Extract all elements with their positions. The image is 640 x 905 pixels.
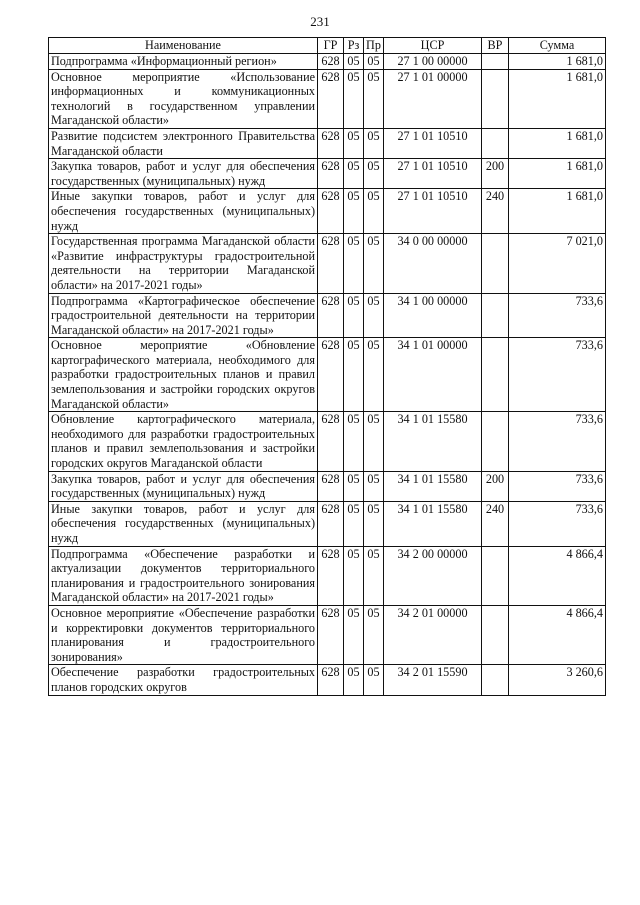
cell-rz: 05 xyxy=(344,189,364,234)
cell-name: Иные закупки товаров, работ и услуг для обеспечения государственных (муниципальных) нужд xyxy=(49,189,318,234)
table-row xyxy=(49,501,606,546)
cell-vr xyxy=(482,546,509,605)
table-row xyxy=(49,189,606,234)
cell-gr: 628 xyxy=(318,338,344,412)
cell-gr: 628 xyxy=(318,234,344,293)
cell-rz: 05 xyxy=(344,234,364,293)
cell-pr: 05 xyxy=(364,546,384,605)
cell-gr: 628 xyxy=(318,54,344,70)
cell-sum: 1 681,0 xyxy=(509,128,606,158)
cell-name: Иные закупки товаров, работ и услуг для обеспечения государственных (муниципальных) нужд xyxy=(49,501,318,546)
cell-name: Основное мероприятие «Обновление картографического материала, необходимого для разработки градостроительных планов и правил землепользования и застройки городских округов Магаданской области» xyxy=(49,338,318,412)
cell-rz: 05 xyxy=(344,665,364,695)
header-csr: ЦСР xyxy=(384,38,482,54)
cell-gr: 628 xyxy=(318,546,344,605)
cell-pr: 05 xyxy=(364,69,384,128)
table-row xyxy=(49,471,606,501)
cell-name: Закупка товаров, работ и услуг для обеспечения государственных (муниципальных) нужд xyxy=(49,159,318,189)
table-row xyxy=(49,605,606,664)
cell-pr: 05 xyxy=(364,189,384,234)
cell-csr: 27 1 01 00000 xyxy=(384,69,482,128)
cell-name: Закупка товаров, работ и услуг для обеспечения государственных (муниципальных) нужд xyxy=(49,471,318,501)
cell-vr xyxy=(482,69,509,128)
cell-csr: 27 1 01 10510 xyxy=(384,128,482,158)
cell-sum: 733,6 xyxy=(509,338,606,412)
cell-gr: 628 xyxy=(318,128,344,158)
table-header-row xyxy=(49,38,606,54)
budget-table xyxy=(48,37,606,696)
cell-sum: 733,6 xyxy=(509,412,606,471)
cell-csr: 34 1 01 15580 xyxy=(384,412,482,471)
cell-rz: 05 xyxy=(344,54,364,70)
cell-gr: 628 xyxy=(318,293,344,338)
cell-pr: 05 xyxy=(364,471,384,501)
cell-gr: 628 xyxy=(318,501,344,546)
cell-name: Обновление картографического материала, необходимого для разработки градостроительных планов и правил землепользования и застройки городских округов Магаданской области xyxy=(49,412,318,471)
cell-csr: 34 0 00 00000 xyxy=(384,234,482,293)
cell-pr: 05 xyxy=(364,293,384,338)
cell-vr xyxy=(482,234,509,293)
cell-rz: 05 xyxy=(344,293,364,338)
header-pr: Пр xyxy=(364,38,384,54)
cell-sum: 733,6 xyxy=(509,293,606,338)
header-name: Наименование xyxy=(49,38,318,54)
cell-gr: 628 xyxy=(318,412,344,471)
cell-rz: 05 xyxy=(344,128,364,158)
cell-sum: 4 866,4 xyxy=(509,605,606,664)
header-sum: Сумма xyxy=(509,38,606,54)
cell-pr: 05 xyxy=(364,665,384,695)
table-row xyxy=(49,546,606,605)
cell-vr: 200 xyxy=(482,159,509,189)
cell-sum: 1 681,0 xyxy=(509,69,606,128)
cell-gr: 628 xyxy=(318,605,344,664)
cell-gr: 628 xyxy=(318,665,344,695)
cell-name: Подпрограмма «Обеспечение разработки и актуализации документов территориального планирования и градостроительного зонирования Магаданской области» на 2017-2021 годы» xyxy=(49,546,318,605)
cell-vr: 200 xyxy=(482,471,509,501)
cell-rz: 05 xyxy=(344,338,364,412)
cell-vr xyxy=(482,54,509,70)
cell-sum: 1 681,0 xyxy=(509,54,606,70)
table-body xyxy=(49,54,606,696)
cell-sum: 3 260,6 xyxy=(509,665,606,695)
cell-pr: 05 xyxy=(364,234,384,293)
cell-name: Государственная программа Магаданской области «Развитие инфраструктуры градостроительной деятельности на территории Магаданской области» на 2017-2021 годы» xyxy=(49,234,318,293)
cell-pr: 05 xyxy=(364,159,384,189)
cell-csr: 34 1 01 00000 xyxy=(384,338,482,412)
table-row xyxy=(49,69,606,128)
cell-gr: 628 xyxy=(318,189,344,234)
page-number: 231 xyxy=(310,14,330,29)
table-row xyxy=(49,234,606,293)
table-row xyxy=(49,338,606,412)
table-row xyxy=(49,54,606,70)
cell-sum: 733,6 xyxy=(509,501,606,546)
table-row xyxy=(49,412,606,471)
cell-pr: 05 xyxy=(364,605,384,664)
cell-name: Подпрограмма «Информационный регион» xyxy=(49,54,318,70)
table-row xyxy=(49,159,606,189)
cell-vr xyxy=(482,412,509,471)
table-row xyxy=(49,293,606,338)
cell-name: Обеспечение разработки градостроительных планов городских округов xyxy=(49,665,318,695)
table-row xyxy=(49,665,606,695)
header-rz: Рз xyxy=(344,38,364,54)
cell-rz: 05 xyxy=(344,605,364,664)
cell-sum: 4 866,4 xyxy=(509,546,606,605)
cell-gr: 628 xyxy=(318,159,344,189)
cell-vr xyxy=(482,665,509,695)
cell-vr xyxy=(482,293,509,338)
cell-sum: 1 681,0 xyxy=(509,189,606,234)
table-row xyxy=(49,128,606,158)
cell-sum: 1 681,0 xyxy=(509,159,606,189)
cell-pr: 05 xyxy=(364,128,384,158)
cell-name: Развитие подсистем электронного Правительства Магаданской области xyxy=(49,128,318,158)
cell-rz: 05 xyxy=(344,159,364,189)
cell-name: Основное мероприятие «Обеспечение разработки и корректировки документов территориального планирования и градостроительного зонирования» xyxy=(49,605,318,664)
cell-csr: 34 1 01 15580 xyxy=(384,501,482,546)
cell-gr: 628 xyxy=(318,471,344,501)
cell-csr: 34 1 00 00000 xyxy=(384,293,482,338)
header-gr: ГР xyxy=(318,38,344,54)
cell-gr: 628 xyxy=(318,69,344,128)
cell-csr: 34 2 00 00000 xyxy=(384,546,482,605)
cell-vr xyxy=(482,128,509,158)
cell-name: Подпрограмма «Картографическое обеспечение градостроительной деятельности на территории Магаданской области» на 2017-2021 годы» xyxy=(49,293,318,338)
cell-rz: 05 xyxy=(344,471,364,501)
cell-csr: 34 2 01 00000 xyxy=(384,605,482,664)
cell-sum: 7 021,0 xyxy=(509,234,606,293)
cell-csr: 34 1 01 15580 xyxy=(384,471,482,501)
cell-rz: 05 xyxy=(344,546,364,605)
cell-csr: 27 1 01 10510 xyxy=(384,159,482,189)
cell-rz: 05 xyxy=(344,412,364,471)
cell-pr: 05 xyxy=(364,412,384,471)
cell-csr: 27 1 00 00000 xyxy=(384,54,482,70)
cell-vr: 240 xyxy=(482,501,509,546)
header-vr: ВР xyxy=(482,38,509,54)
cell-pr: 05 xyxy=(364,501,384,546)
cell-pr: 05 xyxy=(364,54,384,70)
cell-csr: 27 1 01 10510 xyxy=(384,189,482,234)
cell-name: Основное мероприятие «Использование информационных и коммуникационных технологий в государственном управлении Магаданской области» xyxy=(49,69,318,128)
cell-vr xyxy=(482,338,509,412)
cell-pr: 05 xyxy=(364,338,384,412)
cell-vr xyxy=(482,605,509,664)
cell-csr: 34 2 01 15590 xyxy=(384,665,482,695)
cell-vr: 240 xyxy=(482,189,509,234)
cell-rz: 05 xyxy=(344,501,364,546)
cell-rz: 05 xyxy=(344,69,364,128)
cell-sum: 733,6 xyxy=(509,471,606,501)
